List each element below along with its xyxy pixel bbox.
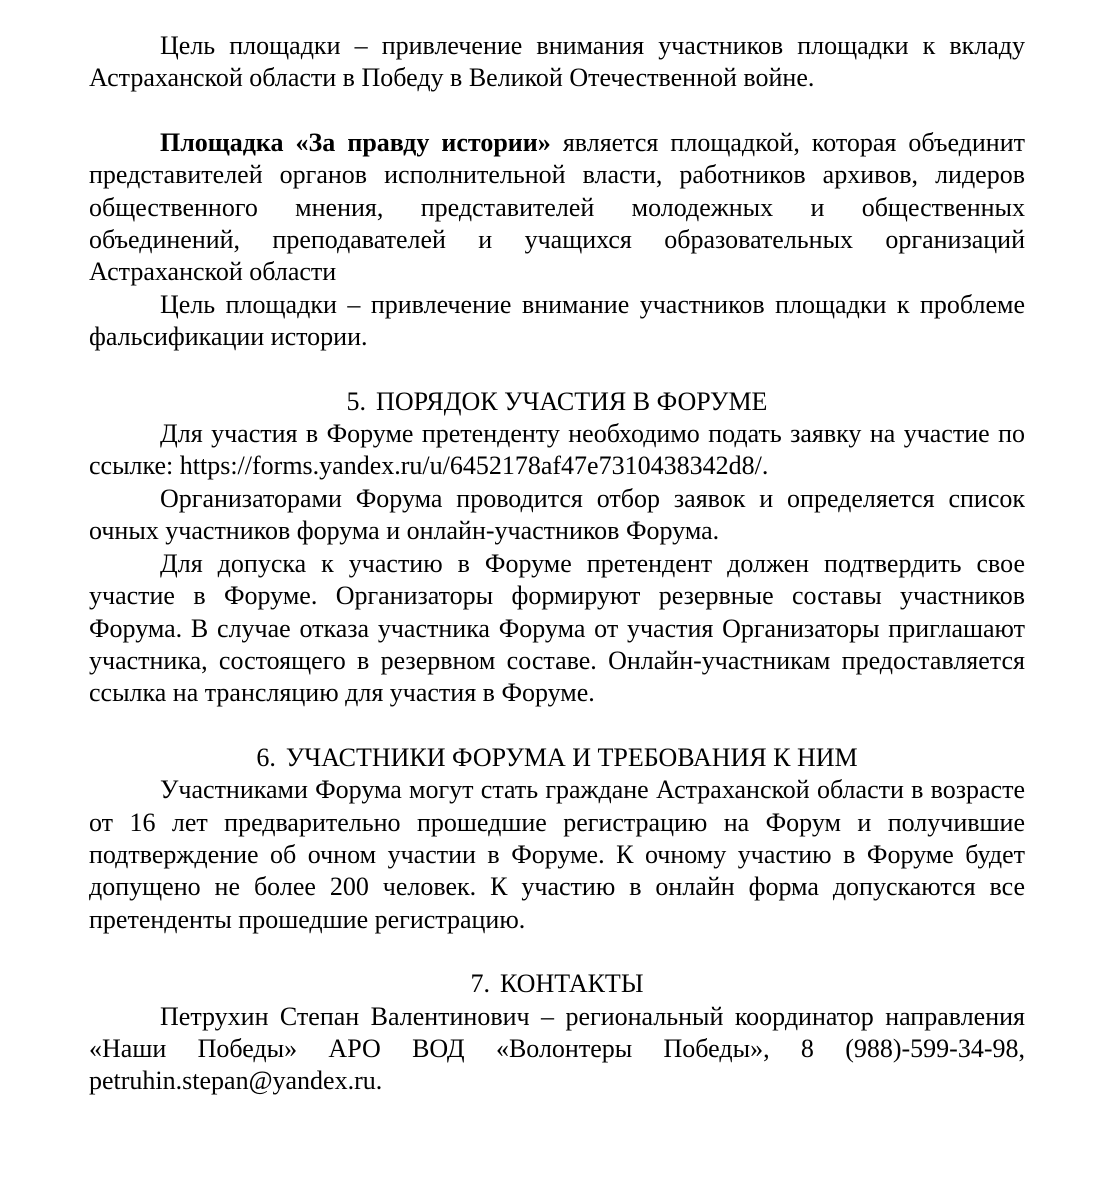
platform-goal-paragraph-2: Цель площадки – привлечение внимание участников площадки к проблеме фальсификации истории. — [89, 289, 1025, 352]
section-7-number: 7. — [470, 969, 490, 999]
section-5-heading — [89, 386, 1025, 418]
platform-description-text: является площадкой, которая объединит представителей органов исполнительной власти, работников архивов, лидеров общественного мнения, представителей молодежных и общественных объединений, преподавателей и учащихся образовательных организаций Астраханской области — [89, 127, 1025, 287]
section-5-paragraph-2: Организаторами Форума проводится отбор заявок и определяется список очных участников форума и онлайн-участников Форума. — [89, 483, 1025, 546]
section-7-paragraph-1: Петрухин Степан Валентинович – региональный координатор направления «Наши Победы» АРО ВОД «Волонтеры Победы», 8 (988)-599-34-98, petruhin.stepan@yandex.ru. — [89, 1001, 1025, 1096]
section-6-title: УЧАСТНИКИ ФОРУМА И ТРЕБОВАНИЯ К НИМ — [285, 742, 858, 772]
section-7-heading — [89, 968, 1025, 1000]
section-6-paragraph-1: Участниками Форума могут стать граждане Астраханской области в возрасте от 16 лет предварительно прошедшие регистрацию на Форум и получившие подтверждение об очном участии в Форуме. К очному участию в Форуме будет допущено не более 200 человек. К участию в онлайн форма допускаются все претенденты прошедшие регистрацию. — [89, 775, 1025, 934]
section-7-title: КОНТАКТЫ — [499, 969, 644, 999]
platform-goal-paragraph: Цель площадки – привлечение внимания участников площадки к вкладу Астраханской области в Победу в Великой Отечественной войне. — [89, 31, 1025, 93]
section-6-heading — [89, 742, 1025, 774]
document-page — [89, 30, 1025, 1098]
platform-description-paragraph — [89, 127, 1025, 289]
section-5-title: ПОРЯДОК УЧАСТИЯ В ФОРУМЕ — [376, 386, 768, 416]
section-5-paragraph-3: Для допуска к участию в Форуме претендент должен подтвердить свое участие в Форуме. Организаторы формируют резервные составы участников Форума. В случае отказа участника Форума от участия Организаторы приглашают участника, состоящего в резервном составе. Онлайн-участникам предоставляется ссылка на трансляцию для участия в Форуме. — [89, 548, 1025, 708]
section-6-number: 6. — [256, 742, 276, 772]
section-5-paragraph-1: Для участия в Форуме претенденту необходимо подать заявку на участие по ссылке: https://forms.yandex.ru/u/6452178af47e7310438342d8/. — [89, 419, 1025, 481]
section-5-number: 5. — [346, 386, 367, 416]
platform-name: Площадка «За правду истории» — [160, 127, 551, 157]
